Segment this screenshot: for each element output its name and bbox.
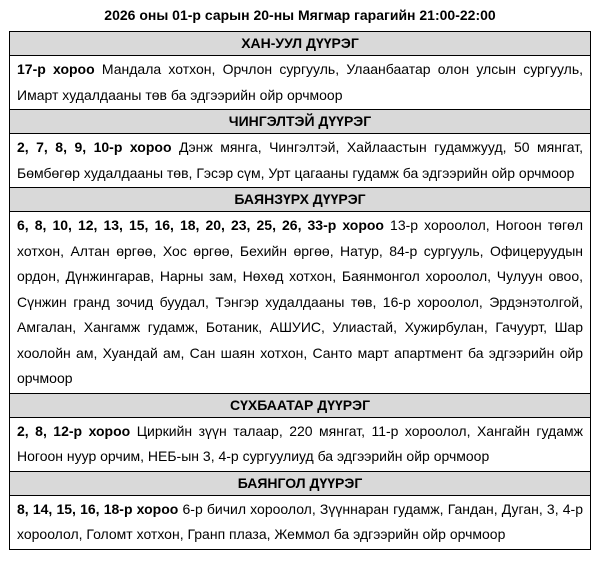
district-areas-row [10,134,591,188]
district-header-row [10,188,591,212]
khoroo-list: 17-р хороо [17,61,95,77]
area-list: 13-р хороолол, Ногоон төгөл хотхон, Алтан өргөө, Хос өргөө, Бехийн өргөө, Натур, 84-р сургууль, Офицеруудын ордон, Дүнжингарав, Нарны зам, Нөхөд хотхон, Баянмонгол хороолол, Чулуун овоо, Сүнжин гранд зочид буудал, Тэнгэр худалдааны төв, 16-р хороолол, Эрдэнэтолгой, Амгалан, Хангамж гудамж, Ботаник, АШУИС, Улиастай, Хужирбулан, Гачуурт, Шар хоолойн ам, Хуандай ам, Сан шаян хотхон, Санто март апартмент ба эдгээрийн ойр орчмоор [17,217,584,386]
district-header-row [10,393,591,417]
district-areas-cell [10,56,591,110]
khoroo-list: 8, 14, 15, 16, 18-р хороо [17,500,179,517]
khoroo-list: 2, 8, 12-р хороо [17,422,131,439]
district-areas-row [10,417,591,471]
district-header-row [10,110,591,134]
district-header-row [10,32,591,56]
district-areas-cell [10,495,591,549]
area-list: 6-р бичил хороолол, Зүүннаран гудамж, Гандан, Дуган, 3, 4-р хороолол, Голомт хотхон, Гранп плаза, Жеммол ба эдгээрийн ойр орчмоор [17,500,584,542]
district-name: БАЯНЗҮРХ ДҮҮРЭГ [10,188,591,212]
outage-schedule-table [9,31,591,550]
district-areas-row [10,56,591,110]
district-areas-cell [10,134,591,188]
district-name: СҮХБААТАР ДҮҮРЭГ [10,393,591,417]
area-list: Циркийн зүүн талаар, 220 мянгат, 11-р хороолол, Хангайн гудамж Ногоон нуур орчим, НЕБ-ын 3, 4-р сургуулиуд ба эдгээрийн ойр орчмоор [17,422,584,464]
district-name: БАЯНГОЛ ДҮҮРЭГ [10,471,591,495]
area-list: Дэнж мянга, Чингэлтэй, Хайлаастын гудамжууд, 50 мянгат, Бөмбөгөр худалдааны төв, Гэсэр сүм, Урт цагааны гудамж ба эдгээрийн ойр орчмоор [17,139,584,181]
khoroo-list: 6, 8, 10, 12, 13, 15, 16, 18, 20, 23, 25, 26, 33-р хороо [17,217,384,233]
district-name: ХАН-УУЛ ДҮҮРЭГ [10,32,591,56]
district-areas-cell [10,212,591,394]
district-areas-cell [10,417,591,471]
district-name: ЧИНГЭЛТЭЙ ДҮҮРЭГ [10,110,591,134]
area-list: Мандала хотхон, Орчлон сургууль, Улаанбаатар олон улсын сургууль, Имарт худалдааны төв ба эдгээрийн ойр орчмоор [17,61,583,103]
district-header-row [10,471,591,495]
district-areas-row [10,495,591,549]
document-title: 2026 оны 01-р сарын 20-ны Мягмар гарагийн 21:00-22:00 [104,7,496,23]
khoroo-list: 2, 7, 8, 9, 10-р хороо [17,139,172,155]
district-areas-row [10,212,591,394]
